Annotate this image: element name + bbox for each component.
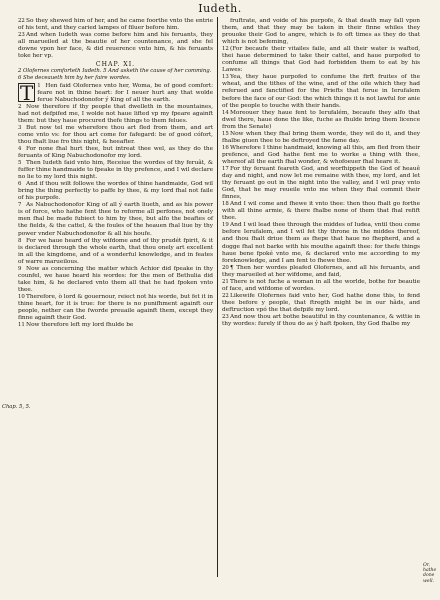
verse (18, 202, 213, 237)
verses-after-chapter (18, 104, 213, 330)
verse-text: And now thou art bothe beautiful in thy countenance, & wittie in thy wordes: furely if thou do as ý haft fpoken, thy God fhalbe my (222, 313, 420, 328)
verse-number: 16 (222, 144, 229, 151)
verse (222, 110, 420, 131)
verse (18, 18, 213, 32)
verse-text: And if thou wilt followe the wordes of thine handmaide, God wil bring the thing perfectly to paffe by thee, & my lord fhal not faile of his purpofe. (18, 181, 213, 202)
verse (18, 160, 213, 181)
verse-number: 5 (18, 160, 22, 167)
verse-number: 23 (222, 313, 229, 320)
verse (18, 322, 213, 329)
verse-text: ¶ Then her wordes pleafed Olofernes, and all his feruants, and they marueiled at her wifdome, and faid, (222, 264, 420, 278)
verses-before-chapter (18, 18, 213, 60)
verse-text: As Nabuchodonofor King of all ý earth liueth, and as his power is of force, who hathe fent thee to reforme all perfones, not onely men fhal be made fubiect to him by thee, but alfo the beaftes of the fields, & the cattel, & the foules of the heauen fhal liue by thy power vnder Nabuchodonofor & all his houfe. (18, 202, 213, 237)
verse-number: 14 (222, 109, 229, 116)
column-divider (217, 17, 218, 577)
verse-text: Now when they fhal bring them worde, they wil do it, and they fhalbe giuen thee to be deftroyed the fame day. (222, 130, 420, 144)
verse-number: 2 (18, 103, 22, 110)
verse-number: 3 (18, 124, 22, 131)
verse-text: For thy feruant feareth God, and worfhippeth the God of heauê day and night, and now let me remaine with thee, my lord, and let thy feruant go out in the night into the valley, and I wil pray vnto God, that he may reueile vnto me when they fhal commit their finnes, (222, 165, 420, 201)
verse (222, 166, 420, 201)
verse-number: 6 (18, 181, 22, 188)
verse-number: 11 (18, 322, 25, 329)
verse (222, 265, 420, 279)
verse-number: 1 (37, 82, 41, 89)
verse-number: 7 (18, 202, 22, 209)
verse-text: And I wil lead thee through the middes of Iudea, vntil thou come before Ierufalem, and I wil fet thy throne in the middes thereof, and thou fhalt driue them as fhepe that haue no fhepherd, and a dogge fhal not barke with his mouthe againft thee: for thefe things haue bene fpoké vnto me, & declared vnto me according to my foreknowledge, and I am fent to fhewe thee. (222, 222, 420, 264)
verse-text: There is not fuche a woman in all the worlde, bothe for beautie of face, and wifdome of wordes. (222, 278, 420, 292)
verse-text: Now as concerning the matter which Achior did fpeake in thy counfel, we haue heard his wordes: for the men of Bethulia did take him, & he declared vnto them all that he had fpoken vnto thee. (18, 265, 213, 293)
verse (222, 314, 420, 328)
verse (18, 104, 213, 125)
verse-text: Then Iudeth faid vnto him, Receiue the wordes of thy feruãt, & fuffer thine handmaide to fpeake in thy prefence, and I wil declare no lie to my lord this night. (18, 160, 213, 181)
verse (222, 222, 420, 264)
verse-number: 19 (222, 222, 229, 229)
verse-number: 13 (222, 74, 229, 81)
verse (222, 74, 420, 109)
chapter-heading: CHAP. XI. (95, 61, 136, 69)
right-column (222, 18, 420, 328)
verse (222, 131, 420, 145)
verse-text: Likewife Olofernes faid vnto her, God hathe done this, to fend thee before y people, that ftregth might be in our hãds, and deftruction vpó the that defpife my lord. (222, 292, 420, 313)
verse (222, 279, 420, 293)
verse-text: Now therefore if thy people that dwelleth in the mountaines, had not defpifed me, I wolde not haue lifted vp my fpeare againft them: but they haue procured thefe things to them felues. (18, 103, 213, 124)
verse-number: 8 (18, 237, 22, 244)
verse-text: And when Iudeth was come before him and his feruants, they all marueiled at the beautie of her countenance, and she fel downe vpon her face, & did reuerence vnto him, & his feruants toke her vp. (18, 32, 213, 60)
margin-note-left: Chap. 5, 5. (2, 404, 31, 410)
verse-text: But now tel me wherefore thou art fled from them, and art come vnto vs: for thou art come for fafegard: be of good cófort, thou fhalt liue fro this night, & heeafter. (18, 124, 213, 145)
verse-number: 15 (222, 130, 229, 137)
verse-1 (18, 80, 213, 105)
verse-text: For none fhal hurt thee, but intreat thee wel, as they do the feruants of King Nabuchodonofor my lord. (18, 145, 213, 159)
verse (222, 46, 420, 74)
verse-text: Therefore, ò lord & gouernour, reiect not his worde, but fet it in thine heart, for it is true: for there is no punifhment againft our people, nether can the fworde preuaile againft them, except they finne againft their God. (18, 293, 213, 322)
verse-number: 17 (222, 165, 229, 172)
verse-text: Wherefore I thine handmaid, knowing all this, am fled from their prefence, and God hathe fent me to worke a thing with thee, whereof all the earth fhal wonder, & whofoeuer fhal heare it. (222, 144, 420, 165)
verse-text: So they shewed him of her, and he came foorthe vnto the entrie of his tent, and they caried lampes of filuer before him. (18, 18, 213, 32)
verse-number: 10 (18, 293, 25, 300)
verse-number: 20 (222, 264, 229, 271)
verse-number: 22 (18, 18, 25, 24)
verse-text: And I wil come and fhewe it vnto thee: then thou fhalt go forthe with all thine armie, & there fhalbe none of them that fhal refift thee. (222, 201, 420, 222)
verse (222, 145, 420, 166)
verse (222, 293, 420, 314)
verse (18, 125, 213, 146)
drop-cap: T (20, 80, 34, 105)
running-head: Iudeth. (198, 2, 242, 15)
verse-number: 12 (222, 46, 229, 53)
verse-number: 18 (222, 201, 229, 208)
left-column (18, 18, 213, 329)
verse-number: 21 (222, 278, 229, 285)
margin-note-right: Or, hathe done well. (423, 563, 437, 584)
verse (222, 18, 420, 46)
verse-number: 4 (18, 145, 22, 152)
verse-text: fruftrate, and voide of his purpofe, & that death may fall vpon them, and that they may be taken in their finne whiles they prouoke their God to angre, which is fo oft times as they do that which is not befeming, (222, 18, 420, 46)
verse (18, 146, 213, 160)
chapter-summary: 2 Olofernes comforteth Iudeth. 5 And asketh the cause of her comming. 6 She deceaueth him by her faire wordes. (18, 68, 212, 81)
verse-text: Hen faid Olofernes vnto her, Woma, be of good comfort: feare not in thine heart: for I neuer hurt any that wolde ferue Nabuchodonofor ý King of all the earth. (37, 82, 213, 103)
verse-number: 23 (18, 32, 25, 39)
verse (18, 32, 213, 60)
verse-text: Yea, they haue purpofed to confume the firft fruites of the wheat, and the tithes of the wine, and of the oile which they had referued and fanctified for the Priefts that ferue in Ierufalem before the face of our God: the which things it is not lawful for anie of the people to touche with their hands. (222, 74, 420, 109)
verse-number: 9 (18, 265, 22, 272)
verse-text: Now therefore left my lord fhulde be (26, 322, 134, 329)
verse (222, 201, 420, 222)
verse (18, 294, 213, 322)
verse-text: (For becaufe their vitailes faile, and all their water is wafted, thei haue determined to take their cattel, and haue purpofed to confume all things that God had forbidden them to eat by his Lawes: (222, 46, 420, 74)
verse (18, 238, 213, 266)
verse (18, 266, 213, 294)
verse (18, 181, 213, 202)
verse-number: 22 (222, 292, 229, 299)
verse-text: For we haue heard of thy wifdome and of thy prudét fpirit, & it is declared through the whole earth, that thou onely art excellent in all the kingdome, and of a wonderful knowledge, and in feates of warre marueilous. (18, 237, 213, 265)
verse-text: Moreouer they haue fent to Ierufalém, becaufe they alfo that dwel there, haue done the like, fuche as fhulde bring them licence from the Senate) (222, 109, 420, 130)
